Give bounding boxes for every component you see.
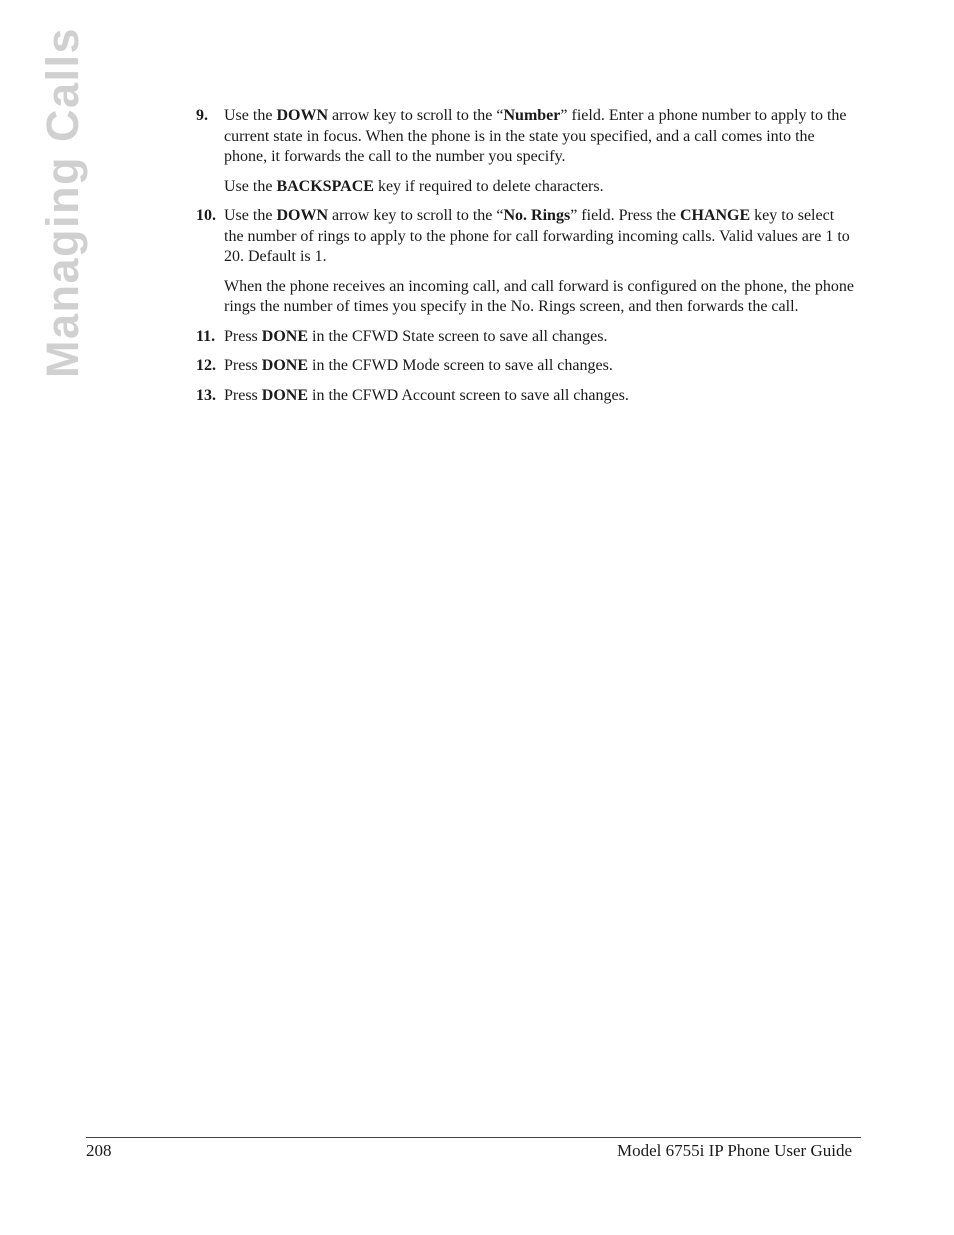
key-name-done: DONE [261, 357, 309, 374]
step-text: Press DONE in the CFWD Account screen to save all changes. [224, 386, 629, 404]
step-12 [196, 356, 856, 377]
step-note: Use the BACKSPACE key if required to delete characters. [224, 177, 604, 195]
key-name-done: DONE [261, 386, 309, 404]
page-number: 208 [86, 1141, 112, 1160]
key-name-done: DONE [261, 327, 309, 345]
step-number: 10. [196, 207, 216, 224]
procedure-steps [196, 106, 856, 415]
step-13 [196, 386, 856, 407]
guide-title: Model 6755i IP Phone User Guide [617, 1141, 852, 1160]
step-text: Use the DOWN arrow key to scroll to the “No. Rings” field. Press the CHANGE key to select the number of rings to apply to the phone for call forwarding incoming calls. Valid values are 1 to 20. Default is 1. [224, 207, 850, 265]
step-note: When the phone receives an incoming call, and call forward is configured on the phone, the phone rings the number of times you specify in the No. Rings screen, and then forwards the call. [224, 277, 854, 315]
step-10 [196, 206, 856, 318]
key-name-down: DOWN [276, 207, 328, 224]
step-number: 9. [196, 107, 208, 124]
step-number: 13. [196, 386, 216, 404]
step-number: 12. [196, 357, 216, 374]
key-name-change: CHANGE [679, 207, 751, 224]
step-text: Press DONE in the CFWD Mode screen to save all changes. [224, 357, 613, 374]
step-9 [196, 106, 856, 197]
step-text: Use the DOWN arrow key to scroll to the “Number” field. Enter a phone number to apply to the current state in focus. When the phone is in the state you specified, and a call comes into the phone, it forwards the call to the number you specify. [224, 107, 847, 165]
field-name-number: Number [503, 107, 561, 124]
step-text: Press DONE in the CFWD State screen to save all changes. [224, 327, 608, 345]
step-number: 11. [196, 327, 216, 345]
step-11 [196, 327, 856, 348]
chapter-side-title: Managing Calls [37, 26, 88, 378]
field-name-no-rings: No. Rings [503, 207, 571, 224]
key-name-backspace: BACKSPACE [276, 177, 374, 195]
key-name-down: DOWN [276, 107, 328, 124]
footer-divider [86, 1137, 861, 1138]
